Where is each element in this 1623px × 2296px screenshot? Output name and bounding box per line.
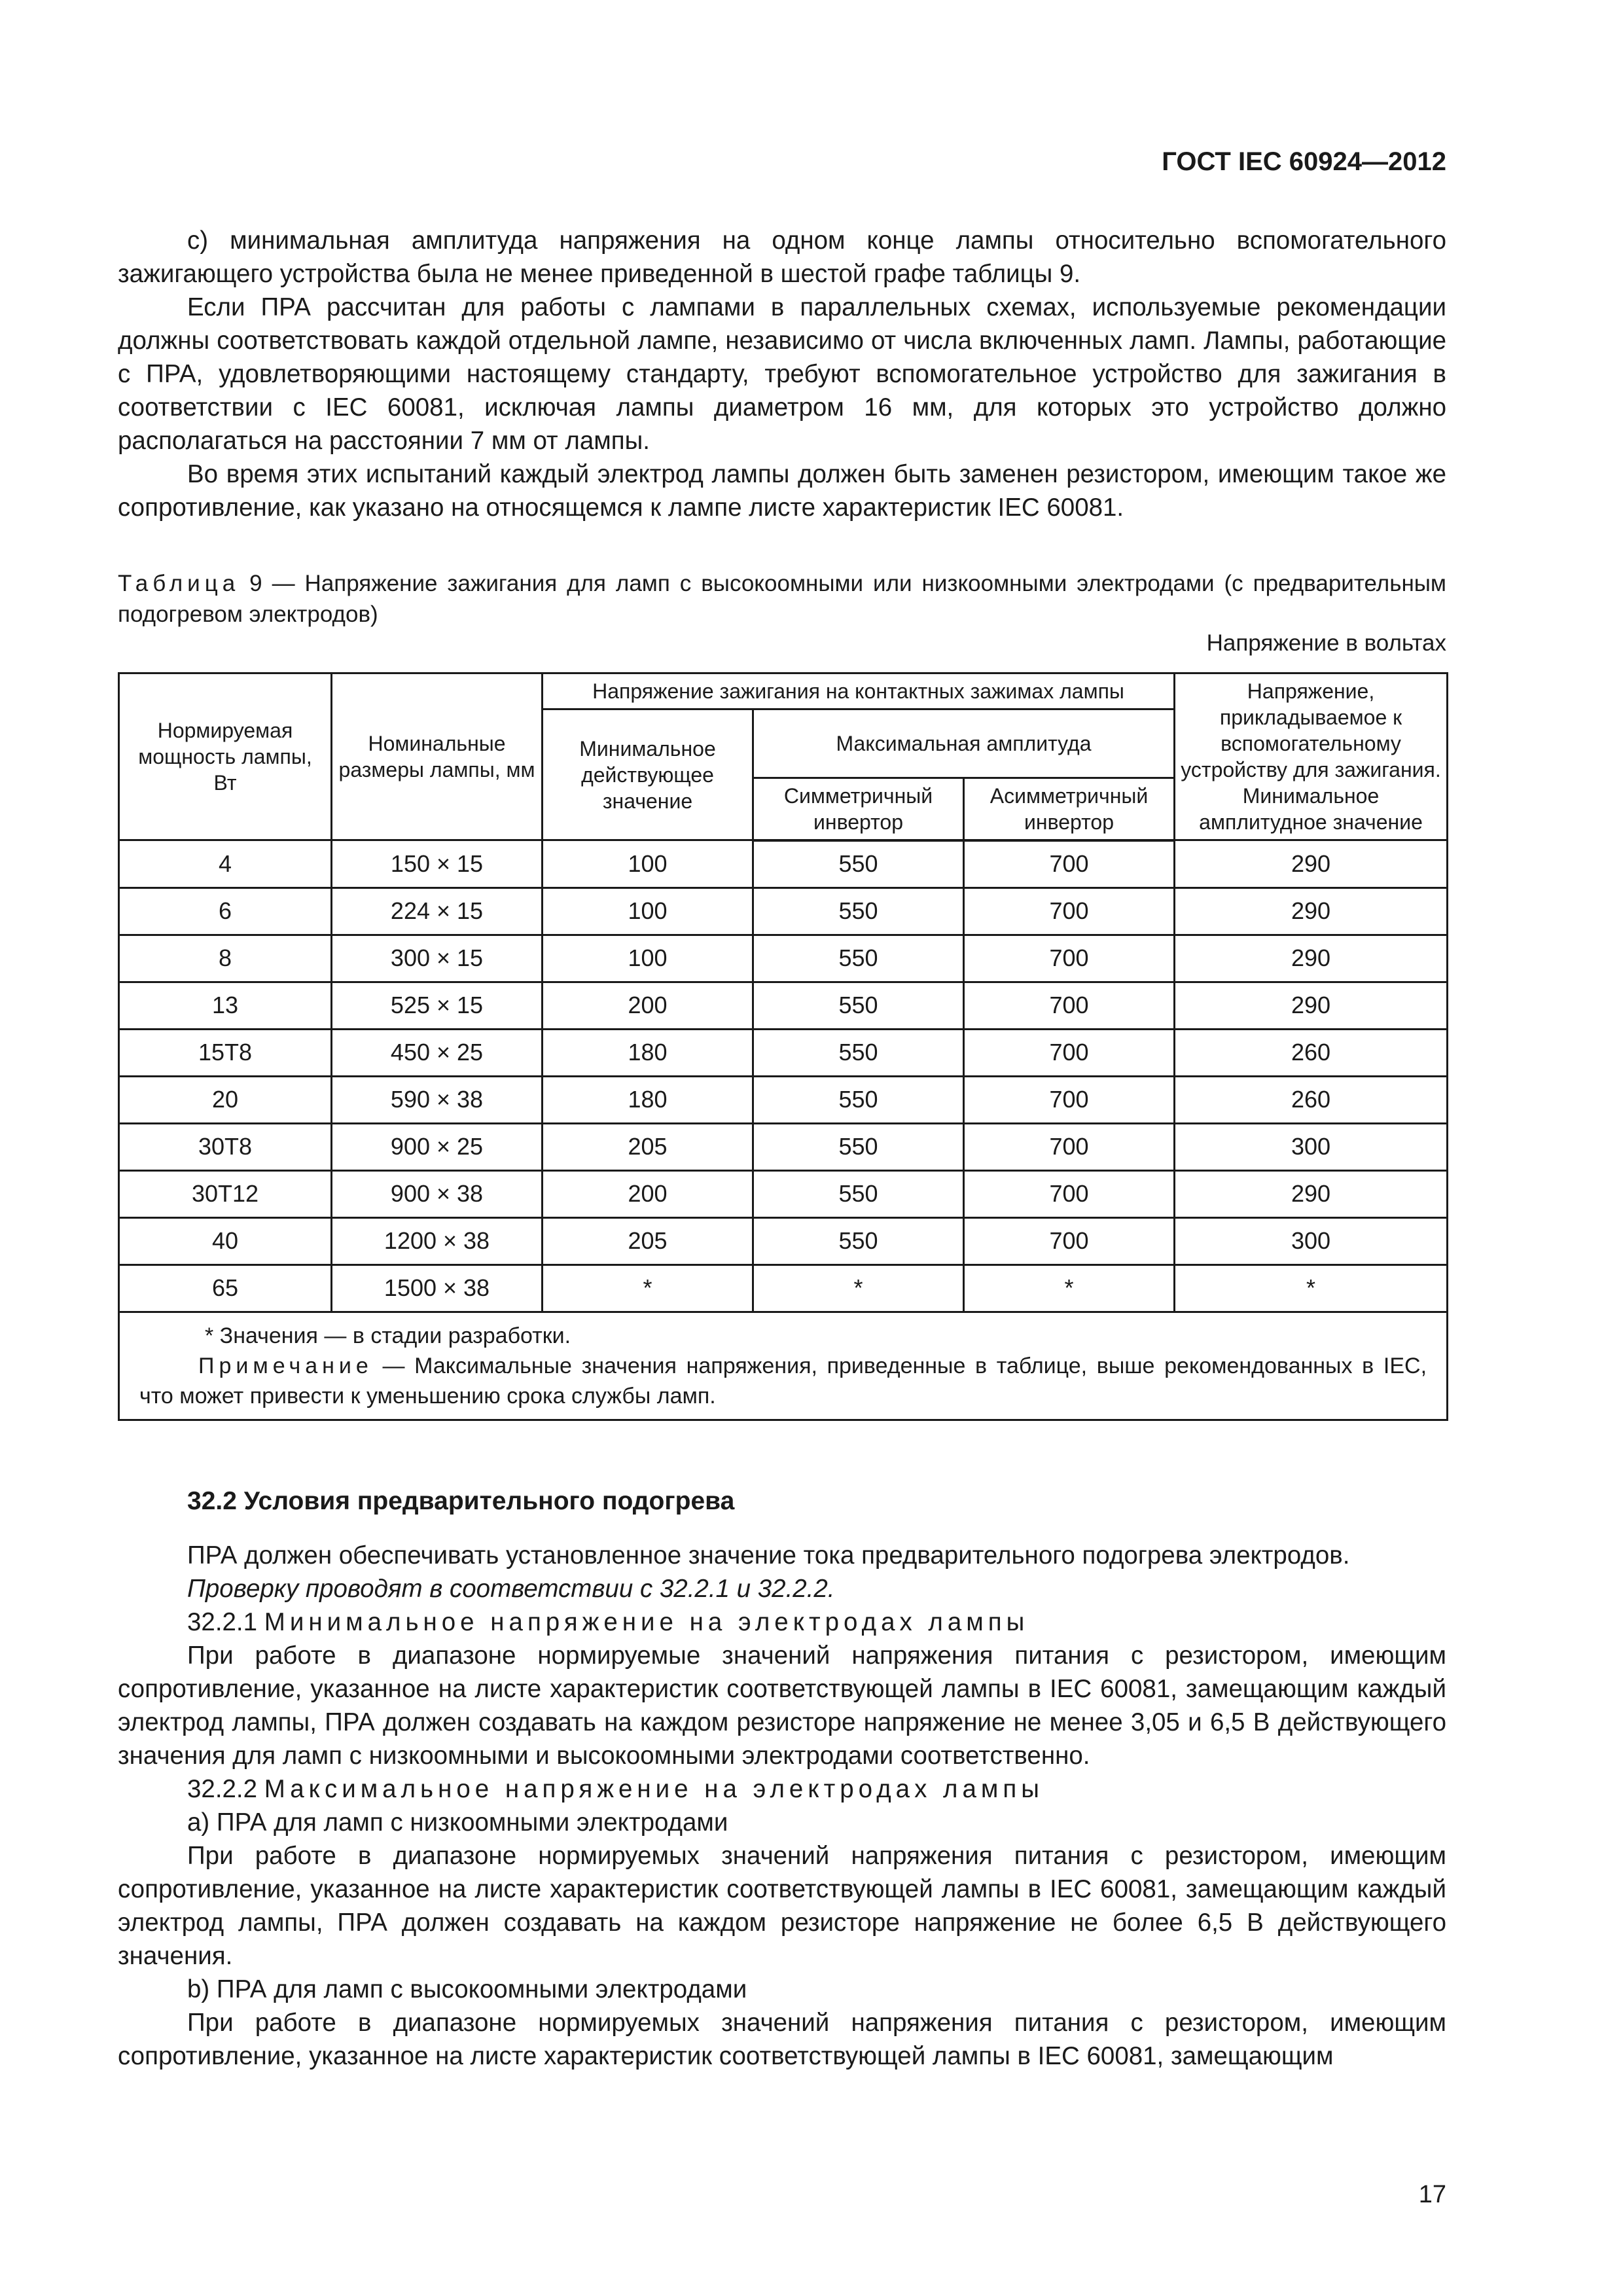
table-row — [119, 1076, 1448, 1123]
table-cell: 290 — [1175, 982, 1448, 1029]
subsection-32-2-1-title: Минимальное напряжение на электродах лампы — [264, 1608, 1029, 1636]
table-caption — [118, 568, 1446, 630]
header-max-amp: Максимальная амплитуда — [753, 709, 1175, 778]
table-cell: * — [543, 1265, 753, 1312]
table-cell: 700 — [964, 1170, 1175, 1217]
item-b-text: При работе в диапазоне нормируемых значений напряжения питания с резистором, имеющим сопротивление, указанное на листе характеристик соответствующей лампы в IEC 60081, замещающим — [118, 2009, 1446, 2070]
table-cell: 700 — [964, 982, 1175, 1029]
section-check-note: Проверку проводят в соответствии с 32.2.1 и 32.2.2. — [187, 1575, 835, 1603]
table-caption-label: Таблица — [118, 571, 240, 596]
header-min-rms: Минимальное действующее значение — [543, 709, 753, 840]
table-cell: 290 — [1175, 840, 1448, 888]
section-32-2 — [118, 1484, 1446, 2073]
table-cell: 65 — [119, 1265, 332, 1312]
intro-text — [118, 224, 1446, 524]
table-cell: 900 × 25 — [332, 1123, 543, 1170]
table-cell: 100 — [543, 888, 753, 935]
table-row — [119, 982, 1448, 1029]
item-b-label: b) ПРА для ламп с высокоомными электродами — [187, 1975, 747, 2003]
table-cell: 4 — [119, 840, 332, 888]
paragraph-parallel: Если ПРА рассчитан для работы с лампами в параллельных схемах, используемые рекомендации должны соответствовать каждой отдельной лампе, независимо от числа включенных ламп. Лампы, работающие с ПРА, удовлетворяющими настоящему стандарту, требуют вспомогательное устройство для зажигания в соответствии с IEC 60081, исключая лампы диаметром 16 мм, для которых это устройство должно располагаться на расстоянии 7 мм от лампы. — [118, 293, 1446, 455]
paragraph-c: c) минимальная амплитуда напряжения на одном конце лампы относительно вспомогательного зажигающего устройства была не менее приведенной в шестой графе таблицы 9. — [118, 226, 1446, 288]
page-number: 17 — [1418, 2181, 1446, 2208]
header-sym: Симметричный инвертор — [753, 778, 964, 840]
table-cell: 550 — [753, 1029, 964, 1076]
table-cell: 200 — [543, 982, 753, 1029]
table-cell: 1200 × 38 — [332, 1217, 543, 1265]
header-asym: Асимметричный инвертор — [964, 778, 1175, 840]
table-cell: * — [1175, 1265, 1448, 1312]
table-cell: 180 — [543, 1076, 753, 1123]
table-cell: 150 × 15 — [332, 840, 543, 888]
table-cell: 550 — [753, 840, 964, 888]
table-note — [139, 1351, 1427, 1411]
table-cell: 700 — [964, 935, 1175, 982]
table-row — [119, 1170, 1448, 1217]
table-cell: 550 — [753, 1123, 964, 1170]
paragraph-tests: Во время этих испытаний каждый электрод лампы должен быть заменен резистором, имеющим такое же сопротивление, как указано на относящемся к лампе листе характеристик IEC 60081. — [118, 460, 1446, 522]
table-cell: 900 × 38 — [332, 1170, 543, 1217]
subsection-32-2-2-title: Максимальное напряжение на электродах лампы — [264, 1775, 1044, 1803]
table-cell: 525 × 15 — [332, 982, 543, 1029]
subsection-32-2-1-heading — [118, 1605, 1446, 1639]
table-cell: 700 — [964, 1029, 1175, 1076]
table-cell: 13 — [119, 982, 332, 1029]
table-row — [119, 1217, 1448, 1265]
header-power: Нормируемая мощность лампы, Вт — [119, 673, 332, 840]
table-cell: * — [964, 1265, 1175, 1312]
table-cell: 550 — [753, 1170, 964, 1217]
table-cell: 8 — [119, 935, 332, 982]
header-aux: Напряжение, прикладываемое к вспомогательному устройству для зажигания. Минимальное амплитудное значение — [1175, 673, 1448, 840]
table-cell: 20 — [119, 1076, 332, 1123]
table-cell: 550 — [753, 982, 964, 1029]
table-cell: 550 — [753, 1076, 964, 1123]
note-text: — Максимальные значения напряжения, приведенные в таблице, выше рекомендованных в IEC, что может привести к уменьшению срока службы ламп. — [139, 1353, 1427, 1408]
subsection-32-2-2-number: 32.2.2 — [187, 1775, 264, 1803]
note-label: Примечание — [198, 1353, 373, 1378]
subsection-32-2-1-number: 32.2.1 — [187, 1608, 264, 1636]
table-footer — [119, 1312, 1448, 1420]
table-cell: 300 × 15 — [332, 935, 543, 982]
subsection-32-2-1-text: При работе в диапазоне нормируемые значений напряжения питания с резистором, имеющим сопротивление, указанное на листе характеристик соответствующей лампы в IEC 60081, замещающим каждый электрод лампы, ПРА должен создавать на каждом резисторе напряжение не менее 3,05 и 6,5 В действующего значения для ламп с низкоомными и высокоомными электродами соответственно. — [118, 1641, 1446, 1770]
table-cell: 260 — [1175, 1029, 1448, 1076]
table-cell: 290 — [1175, 1170, 1448, 1217]
table-cell: 590 × 38 — [332, 1076, 543, 1123]
table-cell: 260 — [1175, 1076, 1448, 1123]
table-cell: 290 — [1175, 935, 1448, 982]
table-cell: 700 — [964, 1123, 1175, 1170]
table-cell: 550 — [753, 888, 964, 935]
table-cell: 30T12 — [119, 1170, 332, 1217]
table-cell: 550 — [753, 935, 964, 982]
table-caption-text: 9 — Напряжение зажигания для ламп с высокоомными или низкоомными электродами (с предварительным подогревом электродов) — [118, 571, 1446, 627]
table-row — [119, 888, 1448, 935]
table-cell: 700 — [964, 888, 1175, 935]
item-a-label: а) ПРА для ламп с низкоомными электродами — [187, 1808, 728, 1837]
table-units: Напряжение в вольтах — [1206, 630, 1446, 656]
table-cell: 700 — [964, 1076, 1175, 1123]
table-cell: 450 × 25 — [332, 1029, 543, 1076]
table-cell: * — [753, 1265, 964, 1312]
header-ignition-group: Напряжение зажигания на контактных зажимах лампы — [543, 673, 1175, 709]
table-cell: 300 — [1175, 1123, 1448, 1170]
table-body — [119, 840, 1448, 1312]
subsection-32-2-2-heading — [118, 1772, 1446, 1806]
section-title: 32.2 Условия предварительного подогрева — [187, 1487, 735, 1515]
table-cell: 205 — [543, 1217, 753, 1265]
table-cell: 700 — [964, 1217, 1175, 1265]
table-footnote: * Значения — в стадии разработки. — [205, 1323, 571, 1348]
table-cell: 6 — [119, 888, 332, 935]
table-row — [119, 1265, 1448, 1312]
header-dims: Номинальные размеры лампы, мм — [332, 673, 543, 840]
item-a-text: При работе в диапазоне нормируемых значений напряжения питания с резистором, имеющим сопротивление, указанное на листе характеристик соответствующей лампы в IEC 60081, замещающим каждый электрод лампы, ПРА должен создавать на каждом резисторе напряжение не более 6,5 В действующего значения. — [118, 1842, 1446, 1970]
table-row — [119, 1029, 1448, 1076]
table-cell: 180 — [543, 1029, 753, 1076]
table-cell: 205 — [543, 1123, 753, 1170]
table-cell: 200 — [543, 1170, 753, 1217]
table-row — [119, 1123, 1448, 1170]
section-paragraph: ПРА должен обеспечивать установленное значение тока предварительного подогрева электродов. — [187, 1541, 1350, 1570]
table-row — [119, 840, 1448, 888]
table-cell: 100 — [543, 935, 753, 982]
table-cell: 100 — [543, 840, 753, 888]
table-cell: 550 — [753, 1217, 964, 1265]
table-cell: 290 — [1175, 888, 1448, 935]
table-cell: 30T8 — [119, 1123, 332, 1170]
table-cell: 300 — [1175, 1217, 1448, 1265]
table-cell: 700 — [964, 840, 1175, 888]
table-cell: 40 — [119, 1217, 332, 1265]
table-cell: 224 × 15 — [332, 888, 543, 935]
table-cell: 15T8 — [119, 1029, 332, 1076]
table-9 — [118, 672, 1448, 1421]
table-cell: 1500 × 38 — [332, 1265, 543, 1312]
table-row — [119, 935, 1448, 982]
document-header: ГОСТ IEC 60924—2012 — [1162, 147, 1446, 176]
